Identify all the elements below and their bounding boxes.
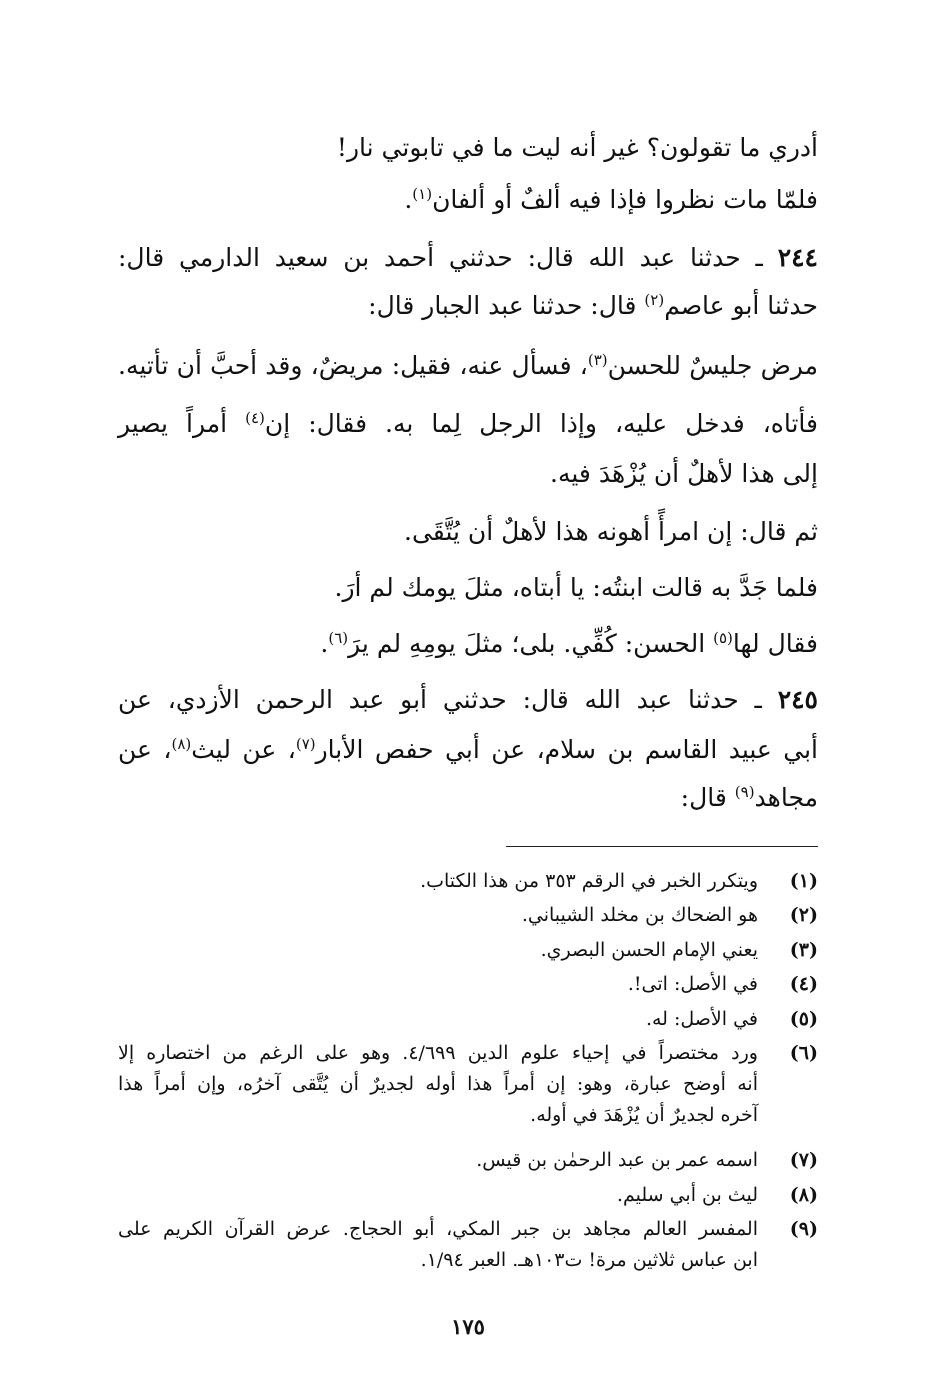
body-line: أبي عبيد القاسم بن سلام، عن أبي حفص الأبار$^{(٧)}$، عن ليث$^{(٨)}$، عن (118, 735, 818, 764)
body-line: حدثنا أبو عاصم$^{(٢)}$ قال: حدثنا عبد الجبار قال: (368, 291, 818, 320)
footnote-ref: (٦) (328, 629, 349, 647)
book-page (118, 118, 818, 1368)
footnote-ref: (٣) (587, 351, 608, 369)
footnote-number: (٤) (789, 973, 818, 995)
footnote-text: في الأصل: له. (645, 1008, 758, 1030)
footnote-text: ويتكرر الخبر في الرقم ٣٥٣ من هذا الكتاب. (420, 870, 758, 892)
footnote-number: (٢) (789, 904, 818, 926)
body-line: فأتاه، فدخل عليه، وإذا الرجل لِما به. فقال: إن$^{(٤)}$ أمراً يصير (118, 409, 819, 438)
footnote-text: ورد مختصراً في إحياء علوم الدين ٤/٦٩٩. وهو على الرغم من اختصاره إلا أنه أوضح عبارة، وهو: إن أمراً هذا أوله لجديرٌ أن يُتَّقى آخرُه، وإن أمراً هذا آخره لجديرٌ أن يُزْهَدَ في أوله. (118, 1042, 758, 1126)
footnote-number: (٨) (789, 1184, 818, 1206)
body-line: مرض جليسٌ للحسن$^{(٣)}$، فسأل عنه، فقيل: مريضٌ، وقد أحبَّ أن تأتيه. (118, 351, 818, 380)
footnote (118, 1214, 818, 1276)
footnote-text: هو الضحاك بن مخلد الشيباني. (521, 904, 758, 926)
body-line: ثم قال: إن امرأً أهونه هذا لأهلٌ أن يُتَّقَى. (404, 517, 818, 546)
entry-number: ٢٤٥ (777, 685, 818, 714)
footnote (118, 1038, 818, 1131)
body-line: فلما جَدَّ به قالت ابنتُه: يا أبتاه، مثلَ يومك لم أرَ. (334, 573, 818, 602)
footnote-ref: (٧) (295, 735, 316, 753)
entry-number: ٢٤٤ (777, 243, 818, 272)
footnote-ref: (٨) (171, 735, 192, 753)
footnote-ref: (٩) (734, 783, 755, 801)
body-line: مجاهد$^{(٩)}$ قال: (680, 783, 818, 812)
footnote-number: (٧) (789, 1149, 818, 1171)
footnote-separator (506, 846, 818, 847)
page-number: ١٧٥ (451, 1314, 485, 1339)
footnote-number: (٦) (789, 1042, 818, 1064)
footnote-text: يعني الإمام الحسن البصري. (540, 939, 758, 961)
body-line: ٢٤٥ ـ حدثنا عبد الله قال: حدثني أبو عبد الرحمن الأزدي، عن (118, 685, 818, 714)
footnote-text: اسمه عمر بن عبد الرحمٰن بن قيس. (476, 1149, 758, 1171)
footnote-ref: (٥) (713, 629, 733, 647)
footnote-text: المفسر العالم مجاهد بن جبر المكي، أبو الحجاج. عرض القرآن الكريم على ابن عباس ثلاثين مرة! ت١٠٣هـ. العبر ١/٩٤. (118, 1218, 758, 1271)
footnote-text: في الأصل: اتى!. (627, 973, 758, 995)
footnote-number: (٥) (789, 1008, 818, 1030)
body-line: فلمّا مات نظروا فإذا فيه ألفٌ أو ألفان$^{(١)}$. (404, 185, 818, 214)
footnote-ref: (١) (412, 185, 433, 203)
body-line: ٢٤٤ ـ حدثنا عبد الله قال: حدثني أحمد بن سعيد الدارمي قال: (118, 243, 818, 272)
footnote-ref: (٢) (644, 291, 665, 309)
footnote-number: (٣) (789, 939, 818, 961)
footnote-ref: (٤) (245, 409, 265, 427)
body-line: إلى هذا لأهلٌ أن يُزْهَدَ فيه. (550, 459, 818, 488)
body-line: أدري ما تقولون؟ غير أنه ليت ما في تابوتي نار! (336, 133, 818, 162)
footnote-number: (٩) (789, 1218, 818, 1240)
footnote-text: ليث بن أبي سليم. (616, 1184, 758, 1206)
footnote-number: (١) (789, 870, 818, 892)
body-line: فقال لها$^{(٥)}$ الحسن: كُفِّي. بلى؛ مثلَ يومِهِ لم يرَ$^{(٦)}$. (320, 629, 818, 658)
